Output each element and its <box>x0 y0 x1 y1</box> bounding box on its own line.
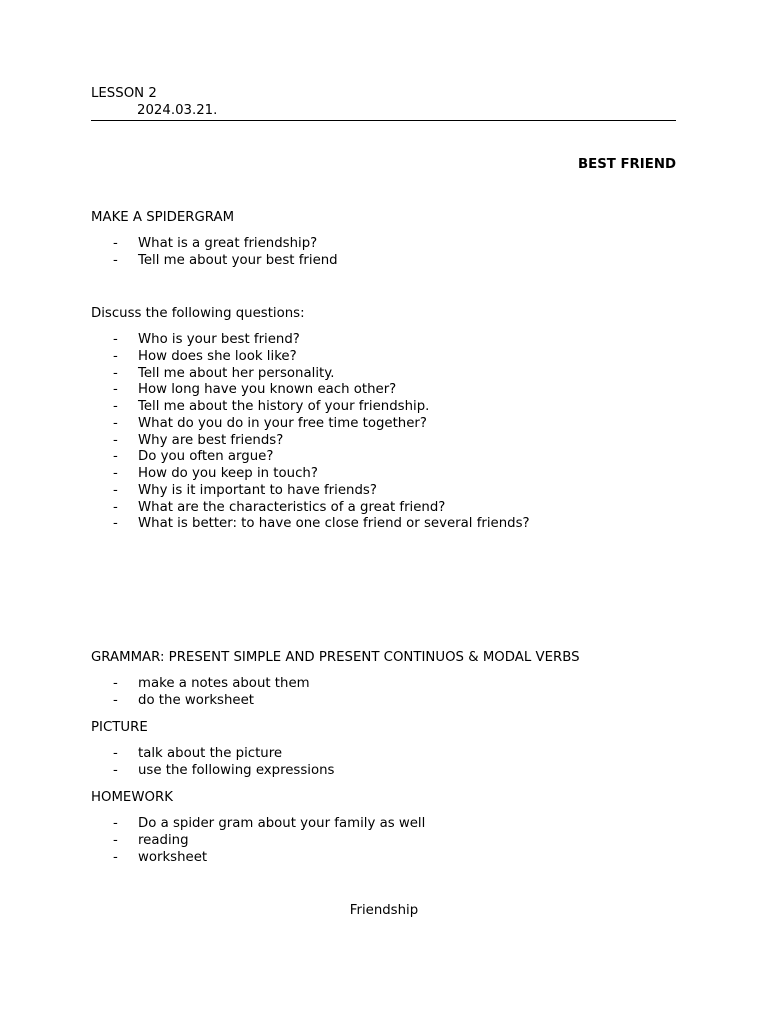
bullet-dash: - <box>113 466 118 481</box>
bullet-dash: - <box>113 449 118 465</box>
bullet-dash: - <box>113 849 118 865</box>
bullet-dash: - <box>113 676 118 691</box>
document-page: LESSON 2 2024.03.21. BEST FRIEND MAKE A SPIDERGRAM - What is a great friendship? - Tell me about your best friend Discuss the following questions: - Who is your best friend? - How does she look like? - Tell me about her personality. - How long have you known each other? - Tell me about the history of your friendship. - What do you do in your free time together? - Why are best friends? - Do you often argue? - How do you keep in touch? - Why is it important to have friends? - What are the characteristics of a great friend? - What is better: to have one close friend or several friends? GRAMMAR: PRESENT SIMPLE AND PRESENT CONTINUOS & MODAL VERBS - make a notes about them - do the worksheet PICTURE - talk about the picture - use the following expressions HOMEWORK - Do a spider gram about your family as well - reading - worksheet Friendship <box>0 0 768 1024</box>
discussion-heading: Discuss the following questions: <box>91 306 305 321</box>
bullet-dash: - <box>113 252 118 268</box>
picture-heading: PICTURE <box>91 720 148 735</box>
page-title: BEST FRIEND <box>577 157 676 172</box>
header-divider <box>91 120 676 121</box>
spidergram-heading: MAKE A SPIDERGRAM <box>91 210 235 225</box>
bullet-dash: - <box>113 365 118 381</box>
bullet-dash: - <box>113 482 118 498</box>
bullet-dash: - <box>113 399 118 414</box>
footer-caption: Friendship <box>349 903 419 918</box>
bullet-dash: - <box>113 762 118 778</box>
bullet-dash: - <box>113 816 118 831</box>
bullet-dash: - <box>113 415 118 431</box>
bullet-dash: - <box>113 832 118 848</box>
lesson-label: LESSON 2 <box>91 86 157 101</box>
bullet-dash: - <box>113 499 118 515</box>
lesson-date: 2024.03.21. <box>137 103 218 118</box>
bullet-dash: - <box>113 746 118 761</box>
bullet-dash: - <box>113 332 118 347</box>
bullet-dash: - <box>113 692 118 708</box>
bullet-dash: - <box>113 236 118 251</box>
bullet-dash: - <box>113 382 118 398</box>
bullet-dash: - <box>113 348 118 364</box>
homework-heading: HOMEWORK <box>91 790 173 805</box>
grammar-heading: GRAMMAR: PRESENT SIMPLE AND PRESENT CONTINUOS & MODAL VERBS <box>91 650 580 665</box>
bullet-dash: - <box>113 516 118 532</box>
bullet-dash: - <box>113 432 118 448</box>
